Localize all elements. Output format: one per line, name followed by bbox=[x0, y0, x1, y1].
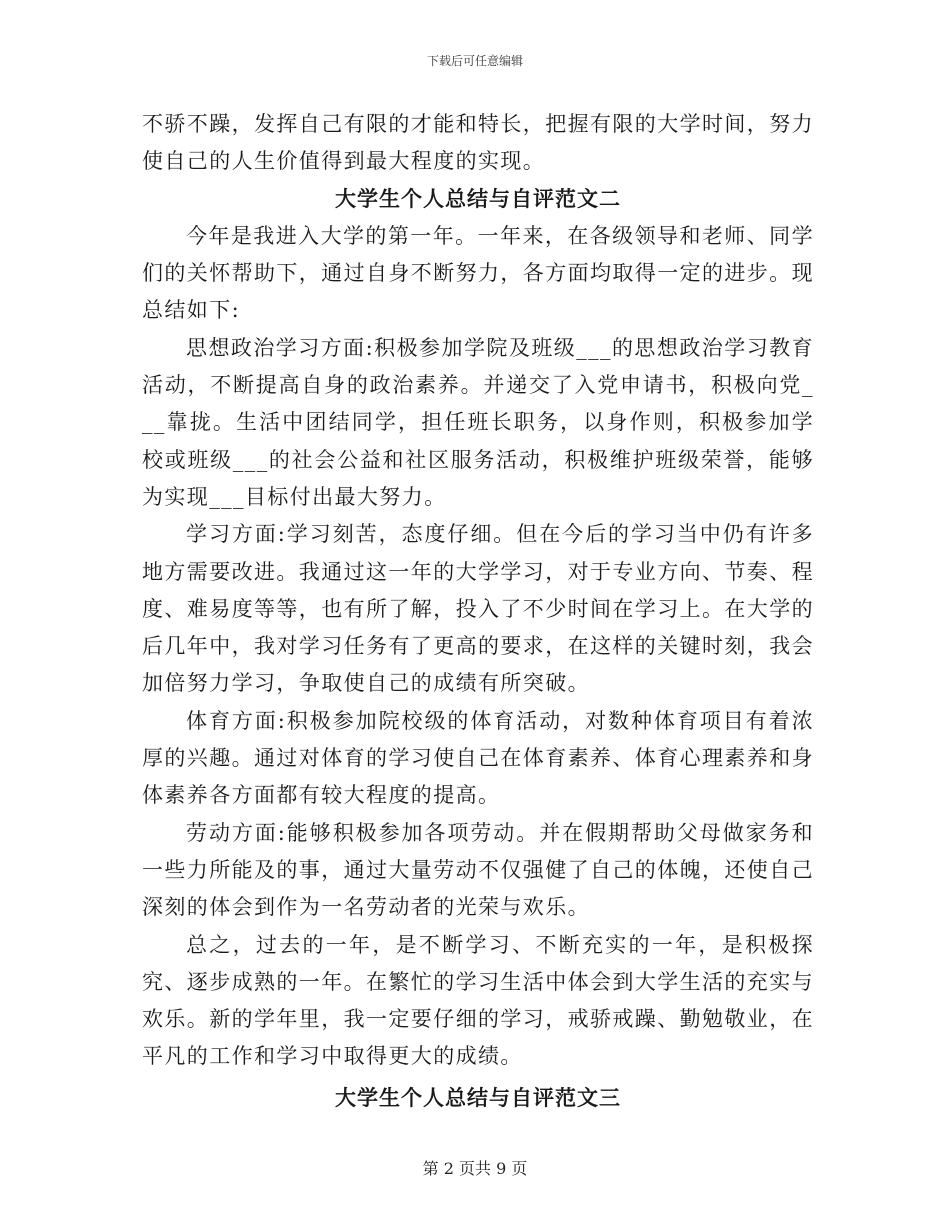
paragraph-summary: 总之，过去的一年，是不断学习、不断充实的一年，是积极探究、逐步成熟的一年。在繁忙的学习生活中体会到大学生活的充实与欢乐。新的学年里，我一定要仔细的学习，戒骄戒躁、勤勉敬业，在平凡的工作和学习中取得更大的成绩。 bbox=[142, 932, 814, 1069]
page-header: 下载后可任意编辑 bbox=[426, 54, 523, 68]
document-body bbox=[142, 106, 814, 1117]
page-footer: 第 2 页共 9 页 bbox=[422, 1159, 528, 1178]
section-title-3: 大学生个人总结与自评范文三 bbox=[335, 1085, 621, 1110]
paragraph-study: 学习方面:学习刻苦，态度仔细。但在今后的学习当中仍有许多地方需要改进。我通过这一年的大学学习，对于专业方向、节奏、程度、难易度等等，也有所了解，投入了不少时间在学习上。在大学的后几年中，我对学习任务有了更高的要求，在这样的关键时刻，我会加倍努力学习，争取使自己的成绩有所突破。 bbox=[142, 522, 814, 696]
paragraph-intro: 今年是我进入大学的第一年。一年来，在各级领导和老师、同学们的关怀帮助下，通过自身不断努力，各方面均取得一定的进步。现总结如下: bbox=[142, 223, 814, 323]
paragraph-politics: 思想政治学习方面:积极参加学院及班级___的思想政治学习教育活动，不断提高自身的政治素养。并递交了入党申请书，积极向党___靠拢。生活中团结同学，担任班长职务，以身作则，积极参加学校或班级___的社会公益和社区服务活动，积极维护班级荣誉，能够为实现___目标付出最大努力。 bbox=[142, 335, 814, 509]
paragraph-sports: 体育方面:积极参加院校级的体育活动，对数种体育项目有着浓厚的兴趣。通过对体育的学习使自己在体育素养、体育心理素养和身体素养各方面都有较大程度的提高。 bbox=[142, 708, 814, 808]
paragraph-labor: 劳动方面:能够积极参加各项劳动。并在假期帮助父母做家务和一些力所能及的事，通过大量劳动不仅强健了自己的体魄，还使自己深刻的体会到作为一名劳动者的光荣与欢乐。 bbox=[142, 820, 814, 920]
paragraph-continuation: 不骄不躁，发挥自己有限的才能和特长，把握有限的大学时间，努力使自己的人生价值得到最大程度的实现。 bbox=[142, 112, 814, 174]
section-title-2: 大学生个人总结与自评范文二 bbox=[335, 186, 621, 211]
